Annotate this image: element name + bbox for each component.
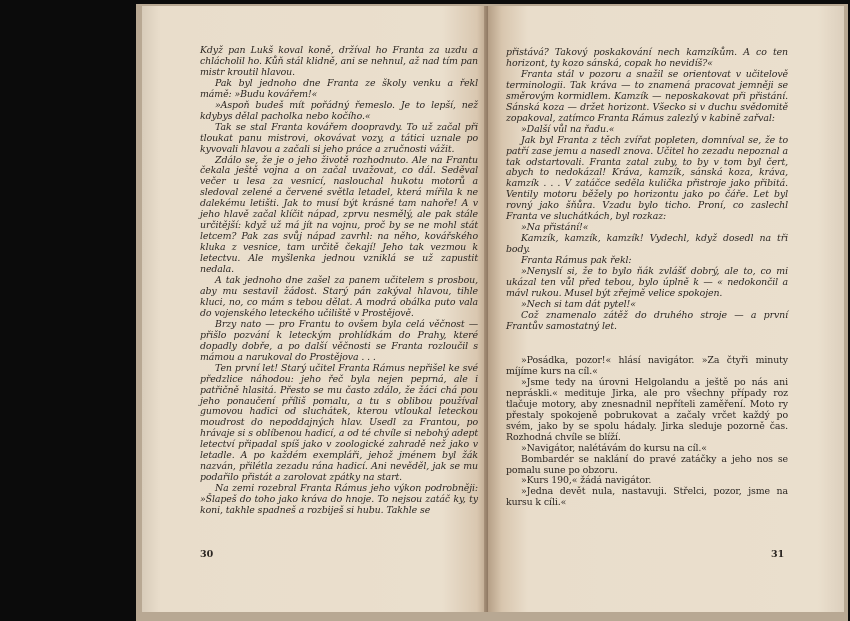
paragraph: Franta Rámus pak řekl: [521, 255, 632, 267]
paragraph: přistává? Takový poskakování nech kamzíkům. A co ten horizont, ty kozo sánská, copak ho nevidíš?« [506, 47, 788, 69]
paragraph: Ten první let! Starý učitel Franta Rámus nepřišel ke své předzlice náhodou: jeho řeč byla nejen peprná, ale i patřičně hlasitá. Přesto se mu často zdálo, že žáci chá pou jeho ponaučení příliš pomalu, a tu s oblibou používal gumovou hadici od sluchátek, kterou vtloukal leteckou moudrost do nepoddajných hlav. Usedl za Frantou, po hrávaje si s oblíbenou hadicí, a od té chvíle si nebohý adept letectví připadal spíš jako v zoologické zahradě než jako v letadle. A po každém exempláři, jehož jménem byl žák nazván, přilétla zezadu rána hadicí. Ani nevěděl, jak se mu podařilo přistát a zarolovat zpátky na start. [200, 362, 478, 484]
paragraph: Zdálo se, že je o jeho životě rozhodnuto. Ale na Frantu čekala ještě vojna a on začal uvažovat, co dál. Seděval večer u lesa za vesnicí, naslouchal hukotu motorů a sledoval zelené a červené světla letadel, která mířila k ne dalekému letišti. Jak to musí být krásné tam nahoře! A v jeho hlavě začal klíčit nápad, zprvu nesmělý, ale pak stále určitější: když už má jít na vojnu, proč by se ne mohl stát letcem? Pak zas svůj nápad zavrhl: na něho, kovářského kluka z vesnice, tam určitě čekají! Jeho tak vezmou k letectvu. Ale myšlenka jednou vzniklá se už zapustit nedala. [200, 154, 478, 276]
left-page-text [200, 46, 478, 517]
paragraph: Když pan Lukš koval koně, držíval ho Franta za uzdu a chlácholil ho. Kůň stál klidně, ani se nehnul, až nad tím pan mistr kroutil hlavou. [200, 45, 478, 78]
paragraph: »Aspoň budeš mít pořádný řemeslo. Je to lepší, než kdybys dělal pacholka nebo kočího.« [200, 99, 478, 122]
paragraph: Bombardér se naklání do pravé zatáčky a jeho nos se pomalu sune po obzoru. [506, 453, 788, 476]
paragraph: »Nech si tam dát pytel!« [521, 298, 636, 310]
paragraph: »Na přistání!« [521, 222, 589, 234]
page-number-right: 31 [771, 549, 785, 560]
paragraph: Tak se stal Franta kovářem doopravdy. To už začal při tloukat panu mistrovi, okovávat vozy, a tátici uznale po kyvovali hlavou a začali si jeho práce a zručnosti vážit. [200, 121, 478, 155]
paragraph: Což znamenalo zátěž do druhého stroje — a první Frantův samostatný let. [506, 309, 788, 332]
paragraph: »Další vůl na řadu.« [521, 123, 615, 135]
paragraph: Brzy nato — pro Frantu to ovšem byla celá věčnost — přišlo pozvání k leteckým prohlídkám do Prahy, které dopadly dobře, a po další věčnosti se Franta rozloučil s mámou a narukoval do Prostějova . . . [200, 318, 478, 363]
paragraph: »Navigátor, nalétávám do kursu na cíl.« [521, 442, 707, 454]
paragraph: »Nenyslí si, že to bylo ňák zvlášť dobrý, ale to, co mi ukázal ten vůl před tebou, bylo úplně k — « nedokončil a mávl rukou. Musel být zřejmě velice spokojen. [506, 266, 788, 299]
paragraph: »Jsme tedy na úrovni Helgolandu a ještě po nás ani nepráskli.« medituje Jirka, ale pro všechny případy roz tlačuje motory, aby znesnadnil nepříteli zaměření. Moto ry přestaly spokojeně pobrukovat a začaly vrčet každý po svém, jako by se spolu hádaly. Jirka sleduje pozorně čas. Rozhodná chvíle se blíží. [506, 376, 788, 443]
right-page [488, 6, 844, 612]
paragraph: »Jedna devět nula, nastavuji. Střelci, pozor, jsme na kursu k cíli.« [506, 486, 788, 509]
paragraph: »Posádka, pozor!« hlásí navigátor. »Za čtyři minuty míjíme kurs na cíl.« [506, 355, 788, 377]
paragraph: Franta stál v pozoru a snažil se orientovat v učitelově terminologii. Tak kráva — to znamená pracovat jemněji se směrovým kormidlem. Kamzík — neposkakovat při přistání. Sánská koza — držet horizont. Všecko si v duchu svědomitě zopakoval, zatímco Franta Rámus zalezlý v kabině zařval: [506, 68, 788, 124]
page-number-left: 30 [200, 549, 214, 560]
left-page [142, 6, 488, 612]
right-page-text-top [506, 48, 788, 333]
paragraph: »Kurs 190,« žádá navigátor. [521, 475, 652, 487]
paragraph: A tak jednoho dne zašel za panem učitelem s prosbou, aby mu sestavil žádost. Starý pán zakýval hlavou, tihle kluci, no, co mám s tebou dělat. A modrá obálka puto vala do vojenského leteckého učiliště v Prostějově. [200, 275, 478, 319]
paragraph: Pak byl jednoho dne Franta ze školy venku a řekl mámě: »Budu kovářem!« [200, 77, 478, 100]
paragraph: Jak byl Franta z těch zvířat popleten, domníval se, že to patří zase jemu a nasedl znova. Učitel ho zezadu nepoznal a tak odstartovali. Franta zatal zuby, to by v tom byl čert, abych to nedokázal! Kráva, kamzík, sánská koza, kráva, kamzík . . . V zatáčce seděla kulička přistroje jako přibitá. Ventily motoru běžely po horizontu jako po čáře. Let byl rovný jako šňůra. Vzadu bylo ticho. Proní, co zaslechl Franta ve sluchátkách, byl rozkaz: [506, 134, 788, 223]
paragraph: Na zemi rozebral Franta Rámus jeho výkon podrobněji: »Šlapeš do toho jako kráva do hnoje. To nejsou zatáč ky, ty koni, takhle spadneš a rozbiješ si hubu. Takhle se [200, 483, 478, 517]
paragraph: Kamzík, kamzík, kamzík! Vydechl, když dosedl na tři body. [506, 233, 788, 256]
right-page-text-bottom [506, 356, 788, 509]
